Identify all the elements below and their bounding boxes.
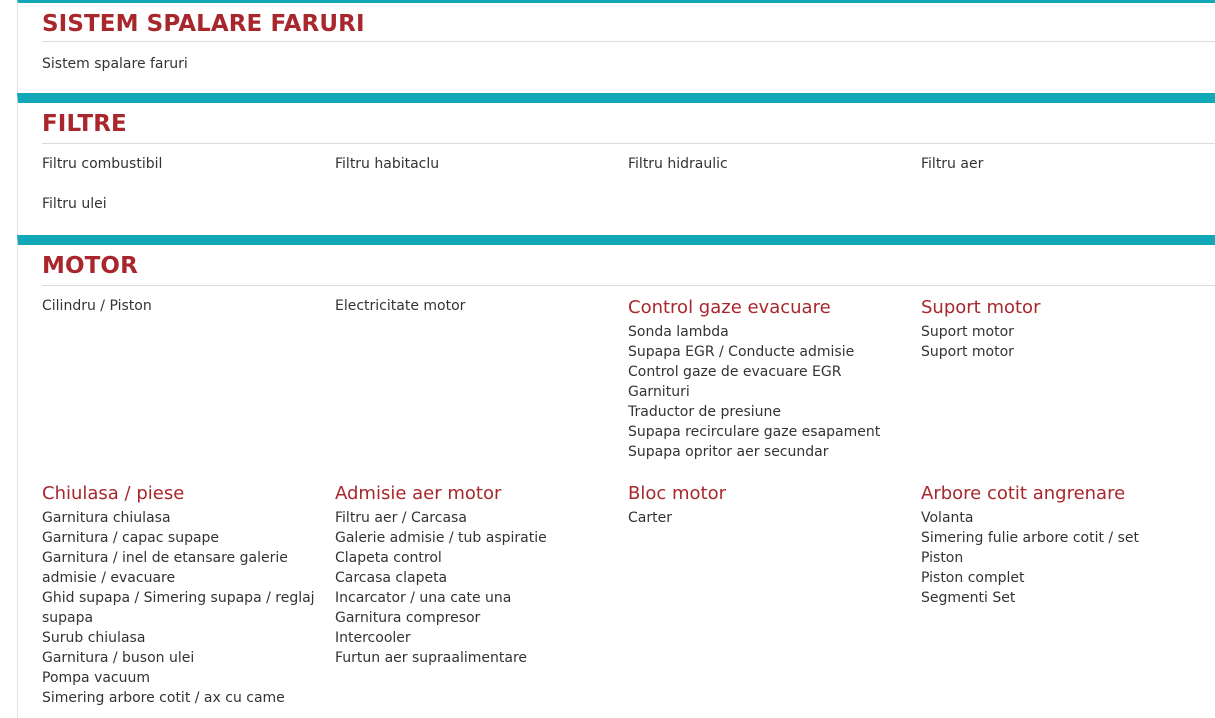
link-filtru-ulei[interactable]: Filtru ulei	[42, 196, 107, 212]
list-item[interactable]: Filtru aer / Carcasa	[335, 510, 467, 526]
link-electricitate-motor[interactable]: Electricitate motor	[335, 298, 466, 314]
section-divider	[42, 285, 1215, 286]
list-item[interactable]: Volanta	[921, 510, 974, 526]
list-item[interactable]: Furtun aer supraalimentare	[335, 650, 528, 666]
group-bloc-motor	[628, 482, 913, 528]
list-item[interactable]: Garnituri	[628, 384, 690, 400]
list-item[interactable]: Carcasa clapeta	[335, 570, 448, 586]
list-item[interactable]: Surub chiulasa	[42, 630, 146, 646]
group-title[interactable]: Admisie aer motor	[335, 483, 502, 504]
list-item[interactable]: Simering fulie arbore cotit / set	[921, 530, 1139, 546]
group-arbore-cotit-angrenare	[921, 482, 1206, 608]
section-divider	[42, 143, 1215, 144]
group-admisie-aer-motor	[335, 482, 620, 668]
list-item[interactable]: Sonda lambda	[628, 324, 729, 340]
link-filtru-combustibil[interactable]: Filtru combustibil	[42, 156, 163, 172]
list-item[interactable]: Piston	[921, 550, 964, 566]
link-sistem-spalare-faruri[interactable]: Sistem spalare faruri	[42, 56, 188, 72]
list-item[interactable]: Control gaze de evacuare EGR	[628, 364, 842, 380]
section-motor	[17, 235, 1215, 718]
list-item[interactable]: Supapa opritor aer secundar	[628, 444, 829, 460]
list-item[interactable]: Simering arbore cotit / ax cu came	[42, 690, 285, 706]
list-item[interactable]: Segmenti Set	[921, 590, 1016, 606]
list-item[interactable]: Pompa vacuum	[42, 670, 151, 686]
group-chiulasa-piese	[42, 482, 327, 708]
list-item[interactable]: Supapa EGR / Conducte admisie	[628, 344, 855, 360]
list-item[interactable]: Incarcator / una cate una	[335, 590, 512, 606]
section-title: FILTRE	[42, 111, 127, 137]
list-item[interactable]: Carter	[628, 510, 672, 526]
link-cilindru-piston[interactable]: Cilindru / Piston	[42, 298, 152, 314]
list-item[interactable]: Garnitura / buson ulei	[42, 650, 195, 666]
group-title[interactable]: Control gaze evacuare	[628, 297, 831, 318]
group-title[interactable]: Bloc motor	[628, 483, 726, 504]
group-title[interactable]: Chiulasa / piese	[42, 483, 185, 504]
link-filtru-aer[interactable]: Filtru aer	[921, 156, 984, 172]
list-item[interactable]: Suport motor	[921, 324, 1014, 340]
list-item[interactable]: Garnitura / inel de etansare galerie admisie / evacuare	[42, 550, 288, 586]
section-sistem-spalare-faruri	[17, 0, 1215, 95]
list-item[interactable]: Piston complet	[921, 570, 1025, 586]
link-filtru-hidraulic[interactable]: Filtru hidraulic	[628, 156, 728, 172]
link-filtru-habitaclu[interactable]: Filtru habitaclu	[335, 156, 440, 172]
list-item[interactable]: Garnitura compresor	[335, 610, 481, 626]
section-divider	[42, 41, 1215, 42]
list-item[interactable]: Intercooler	[335, 630, 411, 646]
group-control-gaze-evacuare	[628, 296, 913, 462]
list-item[interactable]: Garnitura / capac supape	[42, 530, 220, 546]
section-title: MOTOR	[42, 253, 138, 279]
list-item[interactable]: Supapa recirculare gaze esapament	[628, 424, 881, 440]
group-title[interactable]: Suport motor	[921, 297, 1041, 318]
list-item[interactable]: Traductor de presiune	[628, 404, 781, 420]
group-title[interactable]: Arbore cotit angrenare	[921, 483, 1126, 504]
list-item[interactable]: Suport motor	[921, 344, 1014, 360]
section-title: SISTEM SPALARE FARURI	[42, 11, 365, 37]
list-item[interactable]: Galerie admisie / tub aspiratie	[335, 530, 547, 546]
list-item[interactable]: Clapeta control	[335, 550, 442, 566]
section-filtre	[17, 93, 1215, 235]
list-item[interactable]: Garnitura chiulasa	[42, 510, 171, 526]
group-suport-motor	[921, 296, 1206, 362]
list-item[interactable]: Ghid supapa / Simering supapa / reglaj supapa	[42, 590, 315, 626]
